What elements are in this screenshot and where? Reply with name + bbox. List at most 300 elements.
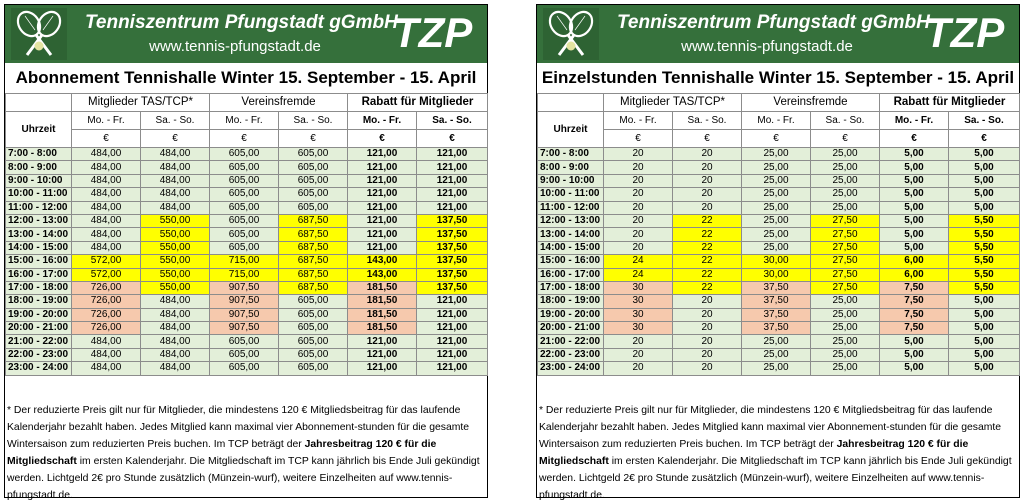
price-cell: 484,00 <box>141 322 210 335</box>
group-header-discount: Rabatt für Mitglieder <box>348 94 488 112</box>
price-cell: 605,00 <box>210 188 279 201</box>
price-cell: 5,50 <box>949 255 1020 268</box>
tennis-rackets-ball-icon <box>11 8 67 60</box>
price-cell: 5,00 <box>949 348 1020 361</box>
price-cell: 121,00 <box>417 295 488 308</box>
table-row <box>538 228 1020 241</box>
price-cell: 605,00 <box>210 348 279 361</box>
currency-label: € <box>348 130 417 148</box>
price-cell: 30 <box>604 322 673 335</box>
club-abbreviation: TZP <box>393 9 473 56</box>
price-cell: 605,00 <box>279 362 348 375</box>
price-cell: 5,00 <box>880 228 949 241</box>
time-slot: 18:00 - 19:00 <box>538 295 604 308</box>
price-cell: 5,50 <box>949 228 1020 241</box>
panel-einzelstunden <box>536 4 1020 501</box>
price-cell: 605,00 <box>279 295 348 308</box>
price-cell: 605,00 <box>279 174 348 187</box>
day-header: Mo. - Fr. <box>880 112 949 130</box>
price-cell: 572,00 <box>72 255 141 268</box>
price-cell: 25,00 <box>742 148 811 161</box>
price-cell: 25,00 <box>742 335 811 348</box>
header-banner <box>537 5 1019 63</box>
day-header: Sa. - So. <box>141 112 210 130</box>
price-cell: 484,00 <box>72 214 141 227</box>
price-cell: 5,00 <box>949 148 1020 161</box>
price-cell: 143,00 <box>348 268 417 281</box>
day-header: Mo. - Fr. <box>604 112 673 130</box>
price-cell: 30 <box>604 295 673 308</box>
table-row <box>538 281 1020 294</box>
table-row <box>6 295 488 308</box>
price-cell: 20 <box>604 148 673 161</box>
price-cell: 484,00 <box>141 308 210 321</box>
price-cell: 20 <box>673 295 742 308</box>
time-column-header: Uhrzeit <box>538 112 604 148</box>
footnote-emphasis: Jahresbeitrag 120 € für die Mitgliedschaft <box>7 439 437 467</box>
time-slot: 18:00 - 19:00 <box>6 295 72 308</box>
club-abbreviation: TZP <box>925 9 1005 56</box>
group-header-nonmembers: Vereinsfremde <box>742 94 880 112</box>
time-slot: 7:00 - 8:00 <box>6 148 72 161</box>
time-slot: 14:00 - 15:00 <box>538 241 604 254</box>
price-cell: 20 <box>673 322 742 335</box>
price-cell: 25,00 <box>811 308 880 321</box>
price-cell: 22 <box>673 281 742 294</box>
price-cell: 484,00 <box>141 174 210 187</box>
time-slot: 14:00 - 15:00 <box>6 241 72 254</box>
price-cell: 121,00 <box>417 335 488 348</box>
price-cell: 121,00 <box>348 201 417 214</box>
price-cell: 687,50 <box>279 241 348 254</box>
price-cell: 687,50 <box>279 281 348 294</box>
price-cell: 121,00 <box>417 362 488 375</box>
price-cell: 121,00 <box>348 214 417 227</box>
currency-label: € <box>210 130 279 148</box>
time-slot: 23:00 - 24:00 <box>538 362 604 375</box>
day-header: Mo. - Fr. <box>348 112 417 130</box>
price-cell: 137,50 <box>417 228 488 241</box>
price-cell: 22 <box>673 268 742 281</box>
price-cell: 20 <box>604 161 673 174</box>
price-cell: 484,00 <box>141 201 210 214</box>
time-slot: 11:00 - 12:00 <box>6 201 72 214</box>
price-cell: 25,00 <box>742 362 811 375</box>
time-slot: 20:00 - 21:00 <box>6 322 72 335</box>
price-cell: 7,50 <box>880 308 949 321</box>
group-header-discount: Rabatt für Mitglieder <box>880 94 1020 112</box>
price-cell: 121,00 <box>417 188 488 201</box>
price-cell: 25,00 <box>811 188 880 201</box>
price-cell: 30,00 <box>742 268 811 281</box>
price-cell: 605,00 <box>210 174 279 187</box>
price-cell: 484,00 <box>72 362 141 375</box>
price-cell: 5,00 <box>949 174 1020 187</box>
price-cell: 137,50 <box>417 281 488 294</box>
price-cell: 484,00 <box>141 295 210 308</box>
price-cell: 5,00 <box>880 161 949 174</box>
price-cell: 5,00 <box>949 295 1020 308</box>
table-row <box>6 188 488 201</box>
price-cell: 5,50 <box>949 268 1020 281</box>
price-cell: 25,00 <box>742 214 811 227</box>
price-table <box>537 93 1020 376</box>
table-row <box>6 161 488 174</box>
price-cell: 30 <box>604 308 673 321</box>
tennis-rackets-ball-icon <box>543 8 599 60</box>
time-slot: 13:00 - 14:00 <box>538 228 604 241</box>
table-row <box>6 348 488 361</box>
price-cell: 27,50 <box>811 228 880 241</box>
price-cell: 907,50 <box>210 322 279 335</box>
time-slot: 16:00 - 17:00 <box>6 268 72 281</box>
price-cell: 121,00 <box>348 161 417 174</box>
day-header: Sa. - So. <box>949 112 1020 130</box>
table-row <box>6 281 488 294</box>
table-row <box>6 362 488 375</box>
day-header: Sa. - So. <box>279 112 348 130</box>
footnote-text: im ersten Kalenderjahr. Die Mitgliedschaft im TCP kann jährlich bis Ende Juli gekündigt werden. Lichtgeld 2€ pro Stunde zusätzlich (Münzein-wurf), weitere Einzelheiten auf www.tennis-pfungstadt.de. <box>539 456 1012 501</box>
table-row <box>6 214 488 227</box>
price-cell: 550,00 <box>141 228 210 241</box>
price-cell: 605,00 <box>279 348 348 361</box>
price-cell: 7,50 <box>880 295 949 308</box>
price-cell: 25,00 <box>742 174 811 187</box>
price-cell: 20 <box>604 241 673 254</box>
price-cell: 121,00 <box>417 161 488 174</box>
table-row <box>6 322 488 335</box>
price-cell: 605,00 <box>279 148 348 161</box>
price-cell: 715,00 <box>210 255 279 268</box>
price-cell: 25,00 <box>811 362 880 375</box>
price-cell: 605,00 <box>210 201 279 214</box>
price-cell: 20 <box>673 308 742 321</box>
price-cell: 687,50 <box>279 228 348 241</box>
price-cell: 726,00 <box>72 295 141 308</box>
time-slot: 15:00 - 16:00 <box>538 255 604 268</box>
day-header: Sa. - So. <box>811 112 880 130</box>
price-cell: 37,50 <box>742 322 811 335</box>
time-slot: 17:00 - 18:00 <box>6 281 72 294</box>
price-cell: 20 <box>673 362 742 375</box>
price-cell: 6,00 <box>880 268 949 281</box>
price-cell: 5,00 <box>880 214 949 227</box>
price-cell: 27,50 <box>811 214 880 227</box>
price-cell: 715,00 <box>210 268 279 281</box>
price-cell: 5,00 <box>880 241 949 254</box>
time-slot: 13:00 - 14:00 <box>6 228 72 241</box>
price-cell: 550,00 <box>141 241 210 254</box>
price-cell: 22 <box>673 241 742 254</box>
table-row <box>538 214 1020 227</box>
footnote-emphasis: Jahresbeitrag 120 € für die Mitgliedschaft <box>539 439 969 467</box>
price-cell: 5,00 <box>880 335 949 348</box>
price-cell: 907,50 <box>210 295 279 308</box>
footnote-text: * Der reduzierte Preis gilt nur für Mitglieder, die mindestens 120 € Mitgliedsbeitrag für das laufende Kalenderjahr bezahlt haben. Jedes Mitglied kann maximal vier Abonnement-stunden für die gesamte Wintersaison zum reduzierten Preis buchen. Im TCP beträgt der <box>7 405 470 450</box>
price-cell: 121,00 <box>348 362 417 375</box>
price-cell: 25,00 <box>811 174 880 187</box>
price-cell: 484,00 <box>72 148 141 161</box>
price-cell: 605,00 <box>279 188 348 201</box>
price-cell: 137,50 <box>417 268 488 281</box>
price-cell: 605,00 <box>279 161 348 174</box>
price-cell: 572,00 <box>72 268 141 281</box>
price-cell: 25,00 <box>811 201 880 214</box>
table-row <box>538 308 1020 321</box>
price-cell: 27,50 <box>811 268 880 281</box>
price-table <box>5 93 488 376</box>
table-row <box>538 322 1020 335</box>
price-cell: 605,00 <box>210 362 279 375</box>
currency-label: € <box>72 130 141 148</box>
price-cell: 25,00 <box>811 295 880 308</box>
price-cell: 484,00 <box>72 348 141 361</box>
price-cell: 20 <box>673 174 742 187</box>
price-cell: 5,00 <box>880 148 949 161</box>
price-cell: 550,00 <box>141 255 210 268</box>
table-row <box>6 174 488 187</box>
price-cell: 605,00 <box>210 228 279 241</box>
price-cell: 22 <box>673 228 742 241</box>
table-row <box>6 308 488 321</box>
time-slot: 16:00 - 17:00 <box>538 268 604 281</box>
table-row <box>538 161 1020 174</box>
price-cell: 687,50 <box>279 255 348 268</box>
price-cell: 20 <box>604 228 673 241</box>
price-cell: 20 <box>604 362 673 375</box>
price-cell: 5,50 <box>949 241 1020 254</box>
price-cell: 121,00 <box>348 241 417 254</box>
price-cell: 137,50 <box>417 241 488 254</box>
price-cell: 25,00 <box>811 161 880 174</box>
currency-label: € <box>417 130 488 148</box>
price-cell: 121,00 <box>417 348 488 361</box>
club-url[interactable]: www.tennis-pfungstadt.de <box>149 38 321 55</box>
price-cell: 484,00 <box>141 188 210 201</box>
table-row <box>538 348 1020 361</box>
time-slot: 9:00 - 10:00 <box>6 174 72 187</box>
table-row <box>6 335 488 348</box>
price-cell: 121,00 <box>348 174 417 187</box>
price-cell: 605,00 <box>210 241 279 254</box>
time-slot: 11:00 - 12:00 <box>538 201 604 214</box>
price-cell: 37,50 <box>742 281 811 294</box>
price-cell: 20 <box>604 335 673 348</box>
footnote-text: * Der reduzierte Preis gilt nur für Mitglieder, die mindestens 120 € Mitgliedsbeitrag für das laufende Kalenderjahr bezahlt haben. Jedes Mitglied kann maximal vier Abonnement-stunden für die gesamte Wintersaison zum reduzierten Preis buchen. Im TCP beträgt der <box>539 405 1002 450</box>
price-cell: 726,00 <box>72 308 141 321</box>
price-cell: 24 <box>604 268 673 281</box>
price-cell: 5,00 <box>949 161 1020 174</box>
price-cell: 484,00 <box>72 241 141 254</box>
club-name: Tenniszentrum Pfungstadt gGmbH <box>617 12 930 33</box>
table-row <box>538 188 1020 201</box>
price-cell: 605,00 <box>279 201 348 214</box>
price-cell: 484,00 <box>72 228 141 241</box>
price-table-title: Abonnement Tennishalle Winter 15. September - 15. April <box>15 68 477 87</box>
price-cell: 181,50 <box>348 308 417 321</box>
currency-label: € <box>279 130 348 148</box>
table-row <box>6 268 488 281</box>
table-row <box>538 295 1020 308</box>
table-row <box>6 148 488 161</box>
price-cell: 726,00 <box>72 322 141 335</box>
price-cell: 37,50 <box>742 308 811 321</box>
time-slot: 7:00 - 8:00 <box>538 148 604 161</box>
price-cell: 5,00 <box>880 201 949 214</box>
price-cell: 25,00 <box>742 161 811 174</box>
price-cell: 20 <box>604 174 673 187</box>
price-cell: 27,50 <box>811 241 880 254</box>
time-slot: 17:00 - 18:00 <box>538 281 604 294</box>
price-cell: 22 <box>673 214 742 227</box>
price-cell: 121,00 <box>417 148 488 161</box>
footnote <box>7 402 485 504</box>
table-row <box>538 201 1020 214</box>
price-cell: 484,00 <box>72 201 141 214</box>
price-cell: 20 <box>604 214 673 227</box>
currency-label: € <box>141 130 210 148</box>
price-cell: 121,00 <box>348 335 417 348</box>
day-header: Mo. - Fr. <box>210 112 279 130</box>
time-slot: 20:00 - 21:00 <box>538 322 604 335</box>
currency-label: € <box>604 130 673 148</box>
price-cell: 121,00 <box>417 308 488 321</box>
price-cell: 605,00 <box>279 335 348 348</box>
club-url[interactable]: www.tennis-pfungstadt.de <box>681 38 853 55</box>
price-cell: 30,00 <box>742 255 811 268</box>
time-slot: 12:00 - 13:00 <box>6 214 72 227</box>
table-row <box>6 255 488 268</box>
time-slot: 21:00 - 22:00 <box>538 335 604 348</box>
time-column-header: Uhrzeit <box>6 112 72 148</box>
price-cell: 5,50 <box>949 281 1020 294</box>
price-cell: 121,00 <box>348 348 417 361</box>
price-cell: 726,00 <box>72 281 141 294</box>
price-cell: 20 <box>604 348 673 361</box>
price-cell: 484,00 <box>141 348 210 361</box>
time-slot: 12:00 - 13:00 <box>538 214 604 227</box>
price-cell: 5,00 <box>949 308 1020 321</box>
price-cell: 24 <box>604 255 673 268</box>
currency-label: € <box>742 130 811 148</box>
price-cell: 20 <box>673 335 742 348</box>
group-header-members: Mitglieder TAS/TCP* <box>604 94 742 112</box>
price-cell: 20 <box>673 148 742 161</box>
price-cell: 137,50 <box>417 255 488 268</box>
table-row <box>538 174 1020 187</box>
price-cell: 27,50 <box>811 255 880 268</box>
price-cell: 25,00 <box>811 335 880 348</box>
price-cell: 484,00 <box>141 161 210 174</box>
price-cell: 181,50 <box>348 281 417 294</box>
price-cell: 22 <box>673 255 742 268</box>
table-row <box>538 241 1020 254</box>
price-cell: 5,00 <box>880 174 949 187</box>
price-cell: 37,50 <box>742 295 811 308</box>
table-row <box>6 241 488 254</box>
price-cell: 143,00 <box>348 255 417 268</box>
time-slot: 22:00 - 23:00 <box>538 348 604 361</box>
time-slot: 19:00 - 20:00 <box>6 308 72 321</box>
price-table-title: Einzelstunden Tennishalle Winter 15. September - 15. April <box>541 68 1015 87</box>
price-cell: 25,00 <box>742 348 811 361</box>
price-cell: 25,00 <box>742 188 811 201</box>
price-cell: 484,00 <box>141 362 210 375</box>
day-header: Sa. - So. <box>673 112 742 130</box>
price-cell: 687,50 <box>279 214 348 227</box>
table-row <box>6 228 488 241</box>
price-cell: 907,50 <box>210 308 279 321</box>
table-row <box>6 201 488 214</box>
time-slot: 23:00 - 24:00 <box>6 362 72 375</box>
price-cell: 25,00 <box>811 348 880 361</box>
price-cell: 121,00 <box>417 174 488 187</box>
price-cell: 7,50 <box>880 322 949 335</box>
time-slot: 10:00 - 11:00 <box>6 188 72 201</box>
time-slot: 8:00 - 9:00 <box>538 161 604 174</box>
price-cell: 484,00 <box>72 188 141 201</box>
time-slot: 8:00 - 9:00 <box>6 161 72 174</box>
price-cell: 5,00 <box>949 322 1020 335</box>
header-banner <box>5 5 487 63</box>
time-slot: 19:00 - 20:00 <box>538 308 604 321</box>
price-cell: 605,00 <box>279 308 348 321</box>
price-cell: 121,00 <box>417 322 488 335</box>
footnote-text: im ersten Kalenderjahr. Die Mitgliedschaft im TCP kann jährlich bis Ende Juli gekündigt werden. Lichtgeld 2€ pro Stunde zusätzlich (Münzein-wurf), weitere Einzelheiten auf www.tennis-pfungstadt.de. <box>7 456 480 501</box>
price-cell: 121,00 <box>348 188 417 201</box>
price-cell: 5,00 <box>949 188 1020 201</box>
price-cell: 907,50 <box>210 281 279 294</box>
table-row <box>538 335 1020 348</box>
price-cell: 5,00 <box>949 362 1020 375</box>
price-cell: 605,00 <box>210 161 279 174</box>
time-slot: 15:00 - 16:00 <box>6 255 72 268</box>
table-row <box>538 255 1020 268</box>
price-cell: 5,00 <box>880 188 949 201</box>
time-slot: 21:00 - 22:00 <box>6 335 72 348</box>
price-cell: 25,00 <box>811 148 880 161</box>
price-cell: 550,00 <box>141 268 210 281</box>
price-cell: 7,50 <box>880 281 949 294</box>
price-cell: 5,00 <box>949 335 1020 348</box>
price-cell: 5,00 <box>880 348 949 361</box>
price-cell: 605,00 <box>210 148 279 161</box>
price-cell: 484,00 <box>72 335 141 348</box>
price-cell: 484,00 <box>141 148 210 161</box>
price-cell: 30 <box>604 281 673 294</box>
currency-label: € <box>880 130 949 148</box>
price-cell: 137,50 <box>417 214 488 227</box>
price-cell: 5,00 <box>880 362 949 375</box>
price-cell: 121,00 <box>417 201 488 214</box>
price-cell: 25,00 <box>742 228 811 241</box>
price-cell: 6,00 <box>880 255 949 268</box>
currency-label: € <box>673 130 742 148</box>
table-row <box>538 148 1020 161</box>
price-cell: 550,00 <box>141 281 210 294</box>
price-cell: 550,00 <box>141 214 210 227</box>
day-header: Sa. - So. <box>417 112 488 130</box>
day-header: Mo. - Fr. <box>72 112 141 130</box>
table-row <box>538 268 1020 281</box>
group-header-nonmembers: Vereinsfremde <box>210 94 348 112</box>
time-slot: 9:00 - 10:00 <box>538 174 604 187</box>
price-cell: 20 <box>604 201 673 214</box>
price-cell: 605,00 <box>210 335 279 348</box>
table-row <box>538 362 1020 375</box>
price-cell: 5,50 <box>949 214 1020 227</box>
time-slot: 22:00 - 23:00 <box>6 348 72 361</box>
